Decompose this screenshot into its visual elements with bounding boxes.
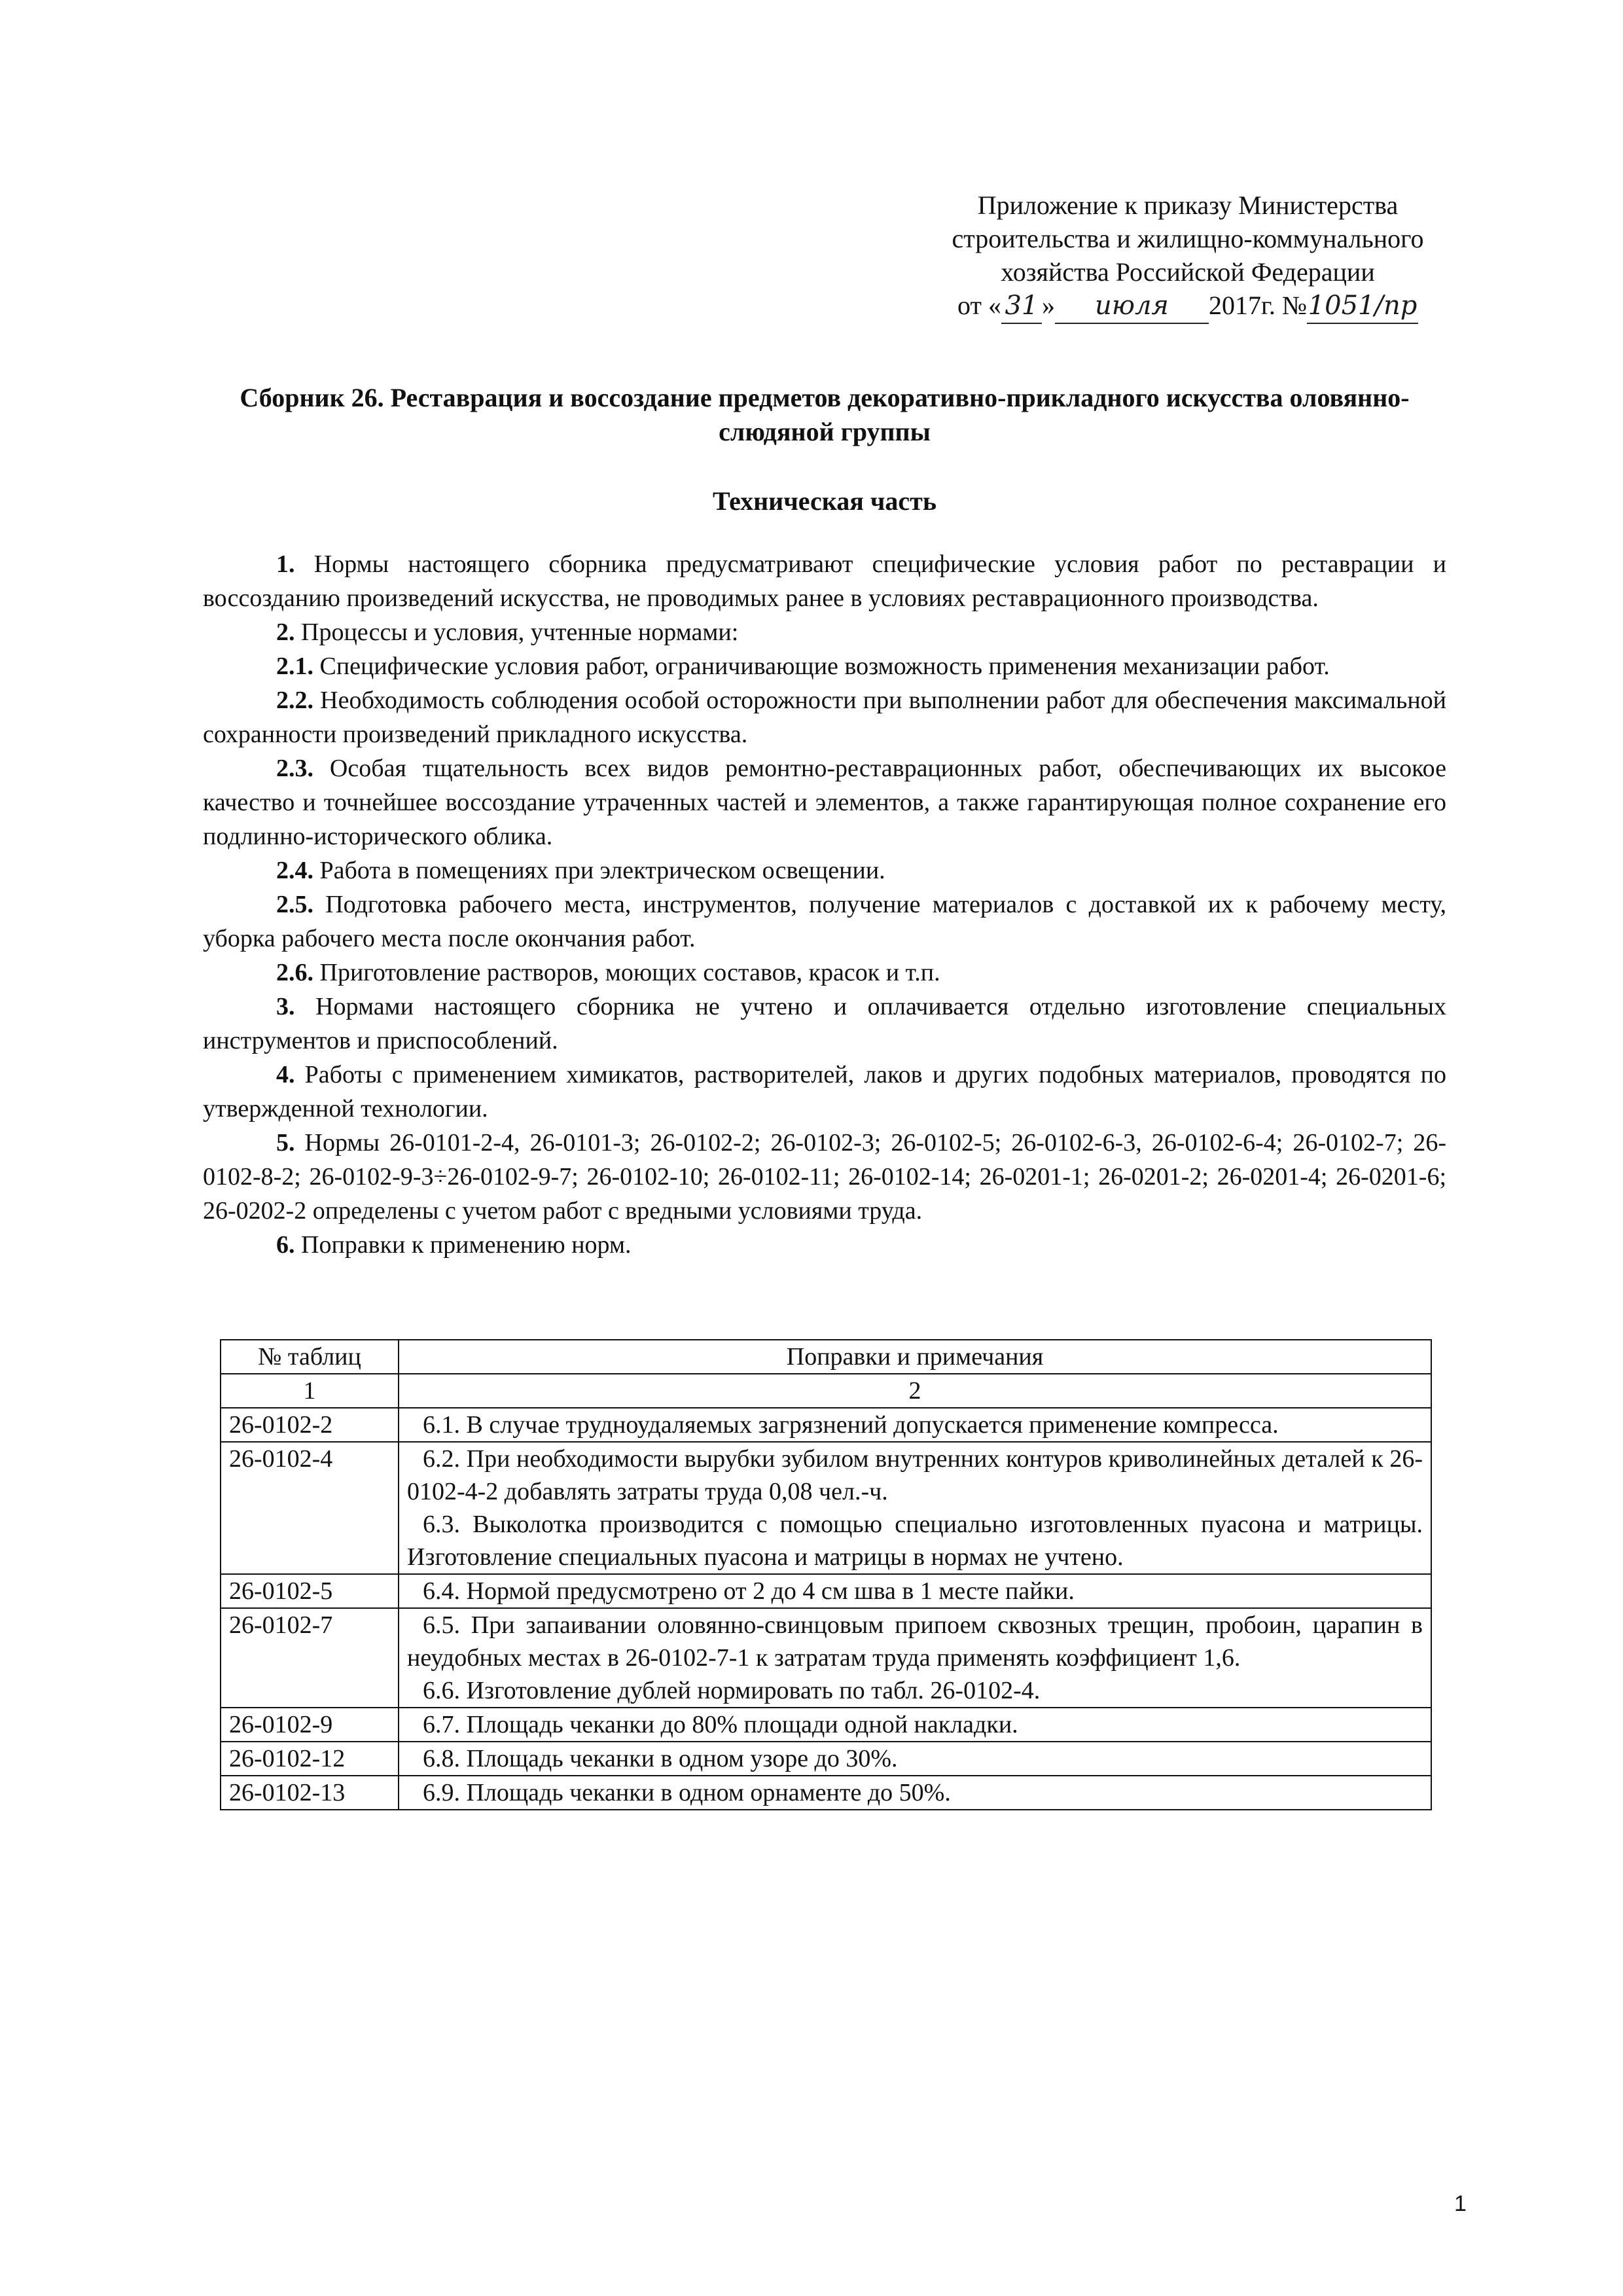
- handwritten-month: июля: [1055, 289, 1209, 324]
- table-id-cell: 26-0102-13: [221, 1776, 399, 1810]
- table-note-cell: [399, 1408, 1431, 1442]
- handwritten-order-number: 1051/пр: [1307, 289, 1418, 324]
- technical-part-text: [203, 547, 1446, 1262]
- note-text: 6.6. Изготовление дублей нормировать по табл. 26-0102-4.: [423, 1677, 1041, 1704]
- table-id-cell: 26-0102-2: [221, 1408, 399, 1442]
- paragraph: 6. Поправки к применению норм.: [276, 1231, 632, 1259]
- table-note-cell: [399, 1776, 1431, 1810]
- note-text: 6.1. В случае трудноудаляемых загрязнений допускается применение компресса.: [423, 1411, 1279, 1439]
- header-line-2: строительства и жилищно-коммунального: [952, 224, 1424, 253]
- table-note-cell: [399, 1442, 1431, 1574]
- note-text: 6.4. Нормой предусмотрено от 2 до 4 см шва в 1 месте пайки.: [423, 1577, 1075, 1605]
- table-id-cell: 26-0102-5: [221, 1574, 399, 1608]
- paragraph: 2.5. Подготовка рабочего места, инструментов, получение материалов с доставкой их к рабочему месту, уборка рабочего места после окончания работ.: [203, 891, 1446, 952]
- table-row: [221, 1408, 1431, 1442]
- order-date-line: [910, 289, 1466, 324]
- table-note-cell: [399, 1742, 1431, 1776]
- table-row: [221, 1742, 1431, 1776]
- table-id-cell: 26-0102-4: [221, 1442, 399, 1574]
- appendix-header: [910, 188, 1466, 324]
- note-text: 6.9. Площадь чеканки в одном орнаменте до 50%.: [423, 1779, 951, 1806]
- column-header-amendments: Поправки и примечания: [399, 1340, 1431, 1374]
- table-id-cell: 26-0102-12: [221, 1742, 399, 1776]
- column-number: 1: [221, 1374, 399, 1408]
- table-row: [221, 1442, 1431, 1574]
- paragraph: 2.6. Приготовление растворов, моющих составов, красок и т.п.: [276, 959, 940, 986]
- header-line-1: Приложение к приказу Министерства: [977, 190, 1399, 220]
- section-title: Техническая часть: [713, 486, 936, 516]
- table-note-cell: [399, 1574, 1431, 1608]
- paragraph: 2.3. Особая тщательность всех видов ремонтно-реставрационных работ, обеспечивающих их высокое качество и точнейшее воссоздание утраченных частей и элементов, а также гарантирующая полное сохранение его подлинно-исторического облика.: [203, 755, 1446, 850]
- paragraph: 2.2. Необходимость соблюдения особой осторожности при выполнении работ для обеспечения максимальной сохранности произведений прикладного искусства.: [203, 687, 1446, 748]
- table-row: [221, 1776, 1431, 1810]
- date-year: 2017г. №: [1208, 291, 1307, 320]
- table-id-cell: 26-0102-9: [221, 1708, 399, 1742]
- paragraph: 4. Работы с применением химикатов, растворителей, лаков и других подобных материалов, проводятся по утвержденной технологии.: [203, 1061, 1446, 1122]
- note-text: 6.7. Площадь чеканки до 80% площади одной накладки.: [423, 1711, 1018, 1738]
- paragraph: 2.4. Работа в помещениях при электрическом освещении.: [276, 857, 885, 884]
- note-text: 6.3. Выколотка производится с помощью специально изготовленных пуасона и матрицы. Изготовление специальных пуасона и матрицы в нормах не учтено.: [407, 1511, 1423, 1571]
- paragraph: 5. Нормы 26-0101-2-4, 26-0101-3; 26-0102-2; 26-0102-3; 26-0102-5; 26-0102-6-3, 26-0102-6-4; 26-0102-7; 26-0102-8-2; 26-0102-9-3÷26-0102-9-7; 26-0102-10; 26-0102-11; 26-0102-14; 26-0201-1; 26-0201-2; 26-0201-4; 26-0201-6; 26-0202-2 определены с учетом работ с вредными условиями труда.: [203, 1129, 1446, 1225]
- table-id-cell: 26-0102-7: [221, 1608, 399, 1708]
- paragraph: 2. Процессы и условия, учтенные нормами:: [276, 619, 739, 646]
- document-title: Сборник 26. Реставрация и воссоздание предметов декоративно-прикладного искусства оловянно-слюдяной группы: [240, 383, 1410, 446]
- table-header-row: [221, 1340, 1431, 1374]
- table-row: [221, 1708, 1431, 1742]
- table-row: [221, 1574, 1431, 1608]
- paragraph: 3. Нормами настоящего сборника не учтено и оплачивается отдельно изготовление специальных инструментов и приспособлений.: [203, 993, 1446, 1054]
- page-number: 1: [1454, 2191, 1467, 2216]
- table-note-cell: [399, 1608, 1431, 1708]
- header-line-3: хозяйства Российской Федерации: [1001, 257, 1375, 287]
- paragraph: 2.1. Специфические условия работ, ограничивающие возможность применения механизации работ.: [276, 653, 1330, 680]
- note-text: 6.8. Площадь чеканки в одном узоре до 30%.: [423, 1745, 898, 1772]
- table-note-cell: [399, 1708, 1431, 1742]
- handwritten-day: 31: [1001, 289, 1042, 324]
- column-number-row: [221, 1374, 1431, 1408]
- amendments-table: [220, 1339, 1432, 1810]
- date-prefix: от «: [957, 291, 1001, 320]
- column-header-table-number: № таблиц: [221, 1340, 399, 1374]
- column-number: 2: [399, 1374, 1431, 1408]
- date-day-close: »: [1041, 291, 1055, 320]
- table-row: [221, 1608, 1431, 1708]
- note-text: 6.2. При необходимости вырубки зубилом внутренних контуров криволинейных деталей к 26-0102-4-2 добавлять затраты труда 0,08 чел.-ч.: [407, 1445, 1423, 1505]
- note-text: 6.5. При запаивании оловянно-свинцовым припоем сквозных трещин, пробоин, царапин в неудобных местах в 26-0102-7-1 к затратам труда применять коэффициент 1,6.: [407, 1611, 1423, 1672]
- paragraph: 1. Нормы настоящего сборника предусматривают специфические условия работ по реставрации и воссозданию произведений искусства, не проводимых ранее в условиях реставрационного производства.: [203, 550, 1446, 612]
